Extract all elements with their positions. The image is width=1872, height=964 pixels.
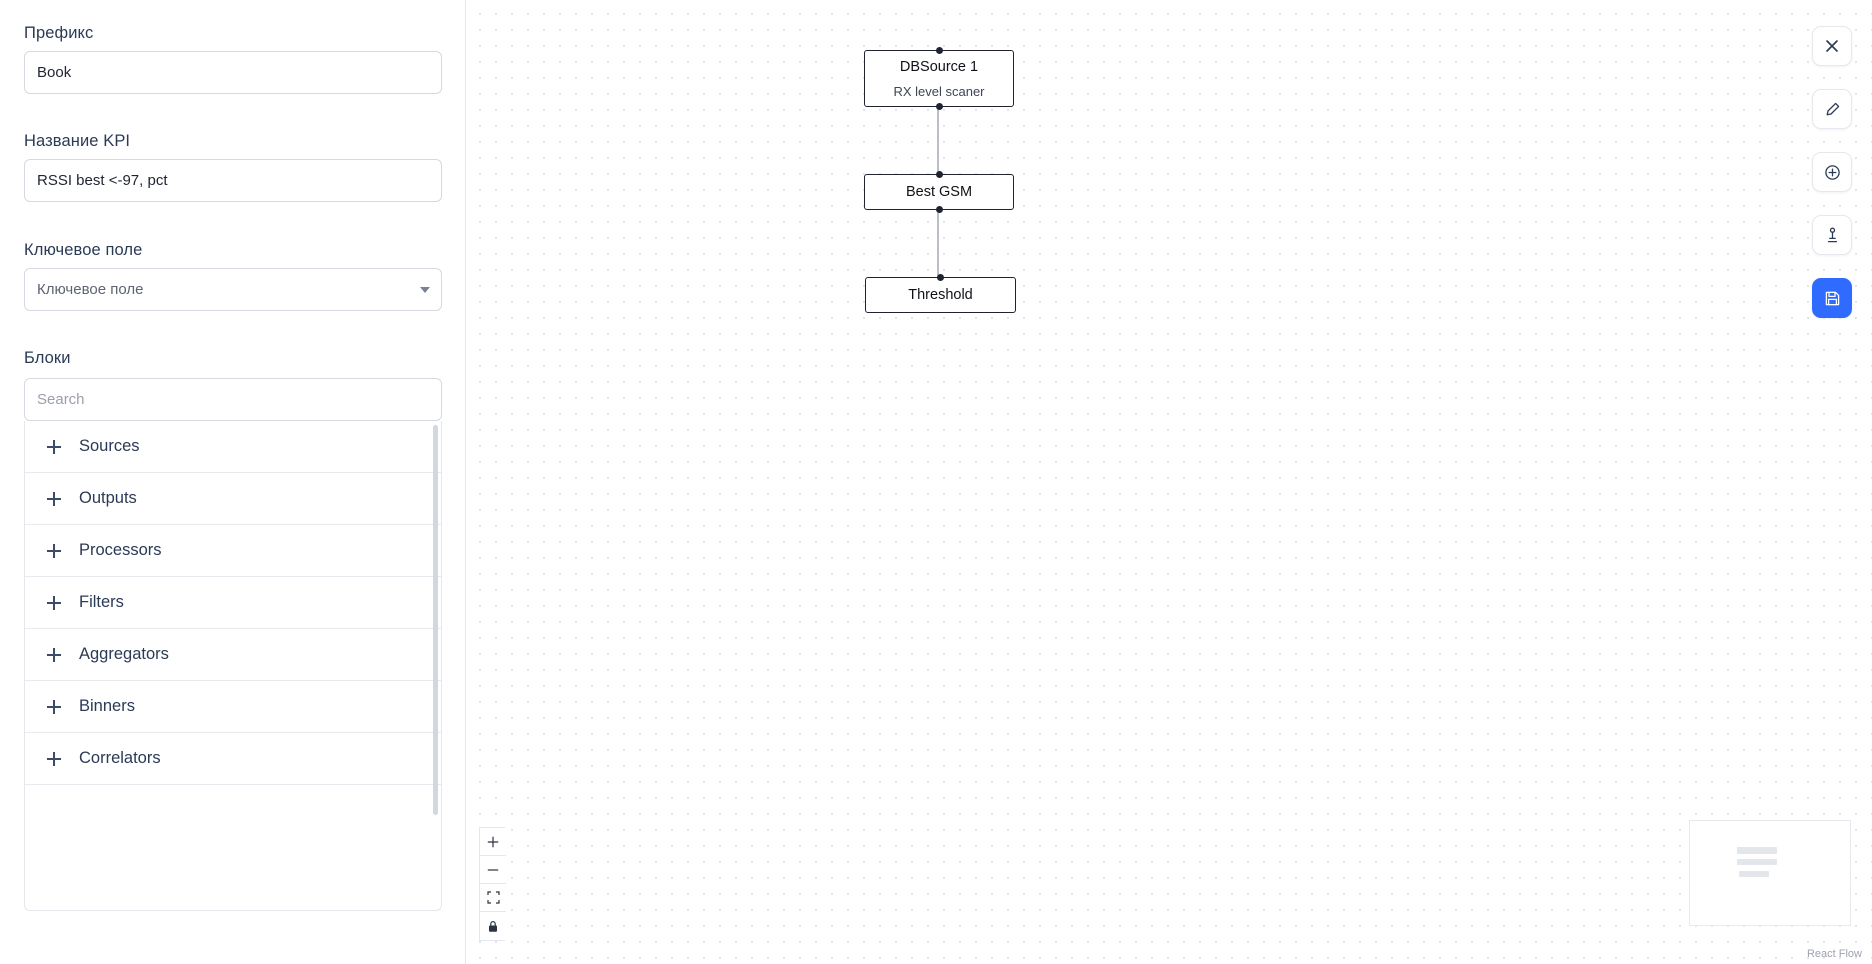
block-category-label: Binners bbox=[79, 697, 135, 715]
block-category-label: Filters bbox=[79, 593, 124, 611]
plus-circle-icon bbox=[1824, 164, 1841, 181]
node-handle-top[interactable] bbox=[936, 47, 943, 54]
block-category-label: Sources bbox=[79, 437, 140, 455]
key-field-selected-value: Ключевое поле bbox=[37, 281, 144, 298]
node-handle-bottom[interactable] bbox=[936, 103, 943, 110]
node-best-gsm[interactable] bbox=[864, 174, 1014, 210]
save-icon bbox=[1824, 290, 1841, 307]
block-category-label: Aggregators bbox=[79, 645, 169, 663]
minimap-node bbox=[1737, 859, 1777, 865]
node-title: Threshold bbox=[908, 287, 973, 303]
plus-icon bbox=[47, 752, 61, 766]
chevron-down-icon[interactable] bbox=[420, 287, 430, 293]
plus-icon bbox=[47, 544, 61, 558]
minimap[interactable] bbox=[1689, 820, 1851, 926]
plus-icon bbox=[47, 492, 61, 506]
block-category-sources[interactable] bbox=[25, 421, 441, 473]
key-field-select-wrap bbox=[24, 268, 442, 311]
block-category-binners[interactable] bbox=[25, 681, 441, 733]
edge-dbsource-to-bestgsm bbox=[937, 107, 939, 174]
left-config-panel bbox=[0, 0, 466, 964]
block-category-outputs[interactable] bbox=[25, 473, 441, 525]
node-title: Best GSM bbox=[905, 184, 973, 200]
plus-icon bbox=[47, 596, 61, 610]
react-flow-attribution: React Flow bbox=[1806, 948, 1862, 960]
blocks-search-input[interactable] bbox=[24, 378, 442, 421]
zoom-controls bbox=[479, 827, 505, 941]
pencil-icon bbox=[1824, 101, 1841, 118]
node-handle-top[interactable] bbox=[937, 274, 944, 281]
block-category-aggregators[interactable] bbox=[25, 629, 441, 681]
edit-button[interactable] bbox=[1812, 89, 1852, 129]
minimap-node bbox=[1737, 847, 1777, 854]
plus-icon bbox=[47, 440, 61, 454]
minimap-node bbox=[1739, 871, 1769, 877]
block-category-processors[interactable] bbox=[25, 525, 441, 577]
flow-canvas[interactable] bbox=[466, 0, 1872, 964]
add-connection-button[interactable] bbox=[1812, 215, 1852, 255]
kpi-name-input[interactable] bbox=[24, 159, 442, 202]
block-category-filters[interactable] bbox=[25, 577, 441, 629]
fit-view-button[interactable] bbox=[480, 884, 506, 912]
kpi-name-label: Название KPI bbox=[24, 132, 131, 150]
node-handle-bottom[interactable] bbox=[936, 206, 943, 213]
node-dbsource-1[interactable] bbox=[864, 50, 1014, 107]
node-handle-top[interactable] bbox=[936, 171, 943, 178]
save-button[interactable] bbox=[1812, 278, 1852, 318]
node-title: DBSource 1 bbox=[899, 58, 979, 75]
node-link-icon bbox=[1824, 227, 1841, 244]
plus-icon bbox=[47, 700, 61, 714]
blocks-list-scrollbar[interactable] bbox=[433, 425, 438, 815]
block-category-label: Correlators bbox=[79, 749, 161, 767]
block-category-correlators[interactable] bbox=[25, 733, 441, 785]
block-category-label: Outputs bbox=[79, 489, 137, 507]
add-node-button[interactable] bbox=[1812, 152, 1852, 192]
plus-icon bbox=[47, 648, 61, 662]
right-toolbar bbox=[1812, 26, 1852, 318]
edge-bestgsm-to-threshold bbox=[937, 210, 939, 277]
blocks-label: Блоки bbox=[24, 349, 71, 367]
key-field-label: Ключевое поле bbox=[24, 241, 143, 259]
close-button[interactable] bbox=[1812, 26, 1852, 66]
node-subtitle: RX level scaner bbox=[893, 83, 985, 99]
block-category-label: Processors bbox=[79, 541, 162, 559]
lock-button[interactable] bbox=[480, 912, 506, 940]
zoom-out-button[interactable] bbox=[480, 856, 506, 884]
prefix-label: Префикс bbox=[24, 24, 94, 42]
blocks-list bbox=[24, 421, 442, 911]
zoom-in-button[interactable] bbox=[480, 828, 506, 856]
key-field-select[interactable] bbox=[24, 268, 442, 311]
prefix-input[interactable] bbox=[24, 51, 442, 94]
close-icon bbox=[1824, 38, 1840, 54]
node-threshold[interactable] bbox=[865, 277, 1016, 313]
